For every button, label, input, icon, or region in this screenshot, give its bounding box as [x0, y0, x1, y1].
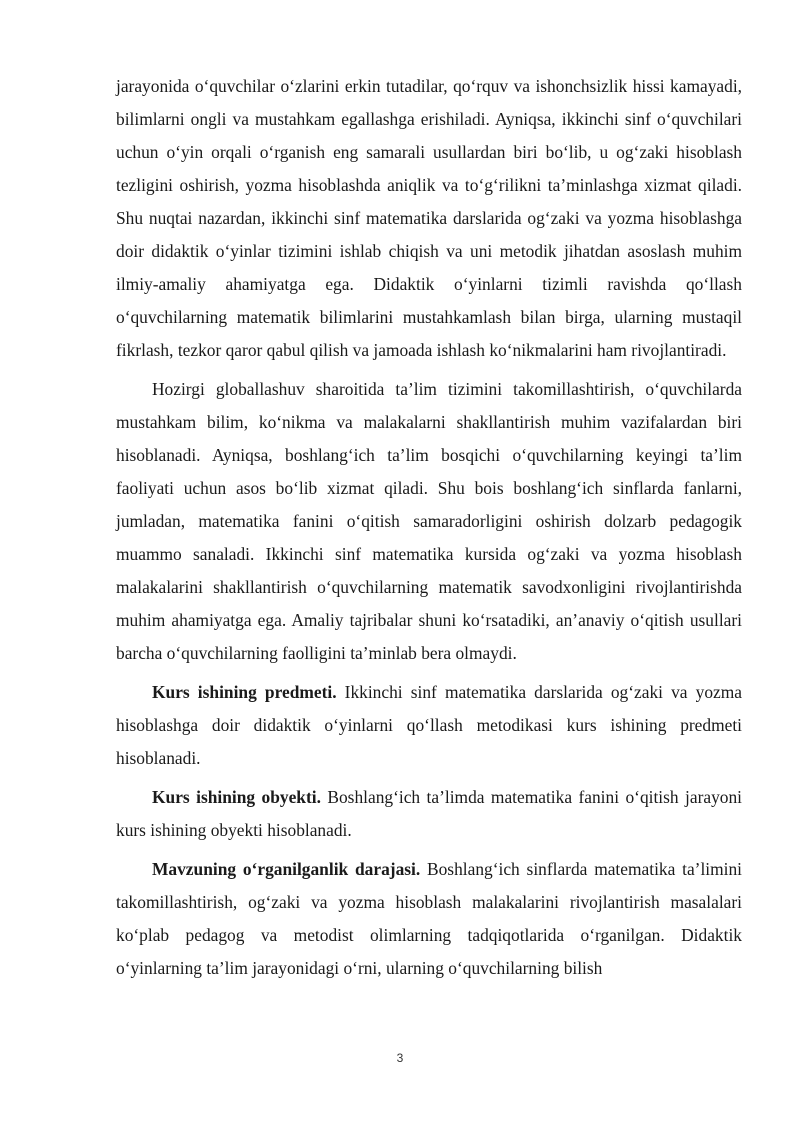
document-page: [116, 70, 742, 985]
page-number: 3: [396, 1051, 404, 1065]
paragraph-text: jarayonida o‘quvchilar o‘zlarini erkin tutadilar, qo‘rquv va ishonchsizlik hissi kamayadi, bilimlarni ongli va mustahkam egallashga erishiladi. Ayniqsa, ikkinchi sinf o‘quvchilari uchun o‘yin orqali o‘rganish eng samarali usullardan biri bo‘lib, u og‘zaki hisoblash tezligini oshirish, yozma hisoblashda aniqlik va to‘g‘rilikni ta’minlashga xizmat qiladi. Shu nuqtai nazardan, ikkinchi sinf matematika darslarida og‘zaki va yozma hisoblashga doir didaktik o‘yinlar tizimini ishlab chiqish va uni metodik jihatdan asoslash muhim ilmiy-amaliy ahamiyatga ega. Didaktik o‘yinlarni tizimli ravishda qo‘llash o‘quvchilarning matematik bilimlarini mustahkamlash bilan birga, ularning mustaqil fikrlash, tezkor qaror qabul qilish va jamoada ishlash ko‘nikmalarini ham rivojlantiradi.: [116, 76, 742, 360]
paragraph-context: [116, 373, 742, 670]
paragraph-text: Ikkinchi sinf matematika darslarida og‘zaki va yozma hisoblashga doir didaktik o‘yinlarni qo‘llash metodikasi kurs ishining predmeti hisoblanadi.: [116, 682, 743, 768]
paragraph-research-level: [116, 853, 742, 985]
paragraph-text: Boshlang‘ich ta’limda matematika fanini o‘qitish jarayoni kurs ishining obyekti hisoblanadi.: [116, 787, 743, 840]
paragraph-lead: Mavzuning o‘rganilganlik darajasi.: [152, 859, 421, 879]
paragraph-subject: [116, 676, 742, 775]
paragraph-lead: Kurs ishining obyekti.: [152, 787, 321, 807]
paragraph-object: [116, 781, 742, 847]
paragraph-text: Boshlang‘ich sinflarda matematika ta’limini takomillashtirish, og‘zaki va yozma hisoblash malakalarini rivojlantirish masalalari ko‘plab pedagog va metodist olimlarning tadqiqotlarida o‘rganilgan. Didaktik o‘yinlarning ta’lim jarayonidagi o‘rni, ularning o‘quvchilarning bilish: [116, 859, 742, 978]
paragraph-lead: Kurs ishining predmeti.: [152, 682, 337, 702]
paragraph-continuation: [116, 70, 742, 367]
paragraph-text: Hozirgi globallashuv sharoitida ta’lim tizimini takomillashtirish, o‘quvchilarda mustahkam bilim, ko‘nikma va malakalarni shakllantirish muhim vazifalardan biri hisoblanadi. Ayniqsa, boshlang‘ich ta’lim bosqichi o‘quvchilarning keyingi ta’lim faoliyati uchun asos bo‘lib xizmat qiladi. Shu bois boshlang‘ich sinflarda fanlarni, jumladan, matematika fanini o‘qitish samaradorligini oshirish dolzarb pedagogik muammo sanaladi. Ikkinchi sinf matematika kursida og‘zaki va yozma hisoblash malakalarini shakllantirish o‘quvchilarning matematik savodxonligini rivojlantirishda muhim ahamiyatga ega. Amaliy tajribalar shuni ko‘rsatadiki, an’anaviy o‘qitish usullari barcha o‘quvchilarning faolligini ta’minlab bera olmaydi.: [116, 379, 742, 663]
